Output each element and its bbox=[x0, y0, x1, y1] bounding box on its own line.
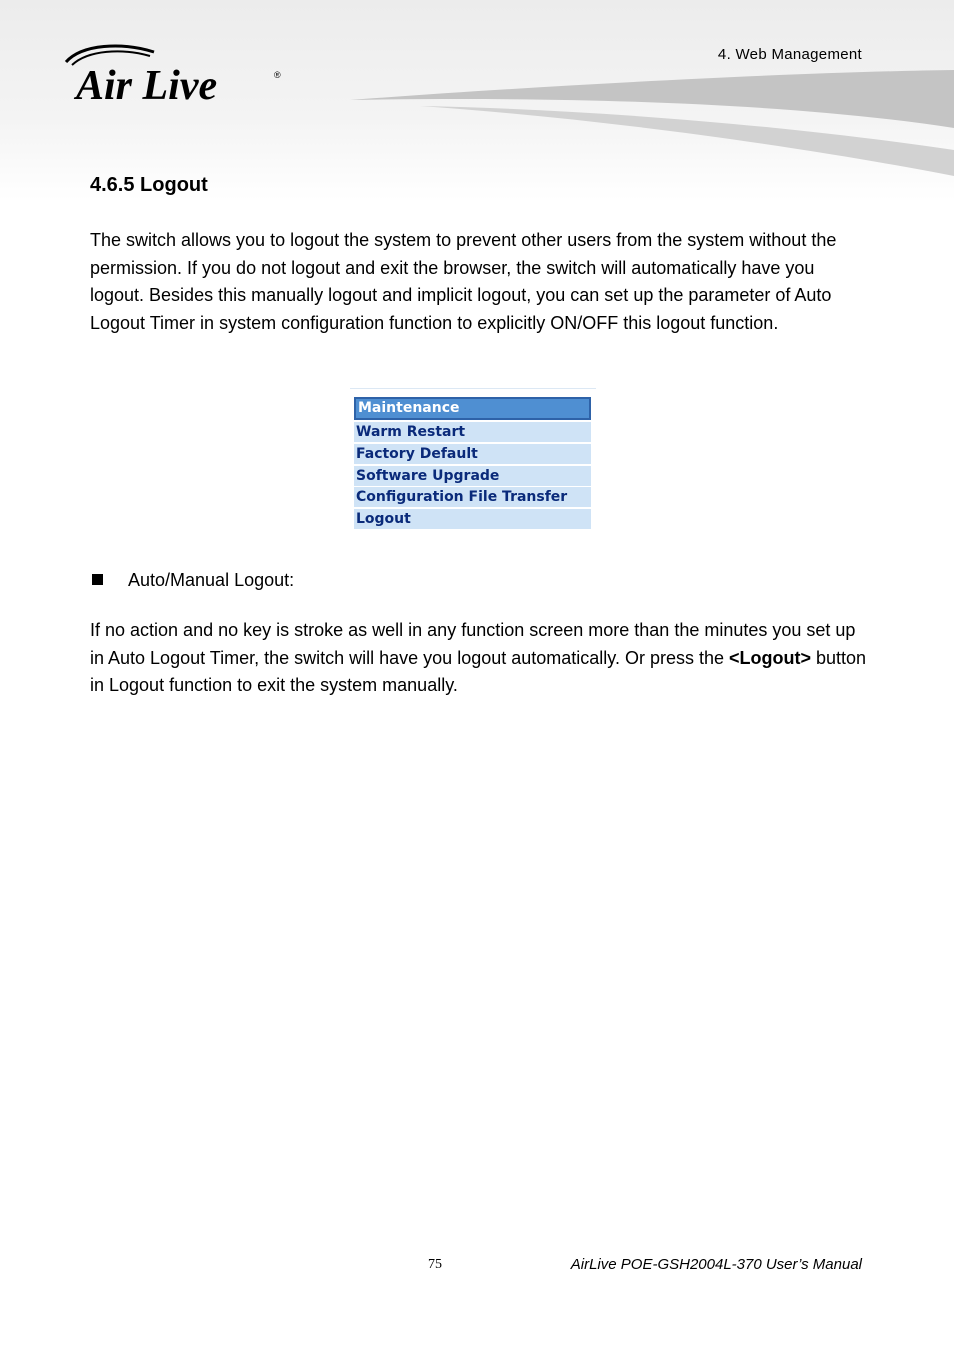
chapter-heading: 4. Web Management bbox=[717, 46, 862, 63]
menu-item-logout[interactable]: Logout bbox=[354, 509, 591, 529]
manual-title: AirLive POE-GSH2004L-370 User’s Manual bbox=[570, 1256, 862, 1273]
page-number: 75 bbox=[428, 1257, 442, 1272]
intro-paragraph: The switch allows you to logout the system to prevent other users from the system without the permission. If you do not logout and exit the browser, the switch will automatically have you logout. Besides this manually logout and implicit logout, you can set up the parameter of Auto Logout Timer in system configuration function to explicitly ON/OFF this logout function. bbox=[90, 230, 837, 333]
menu-item-configuration-file-transfer[interactable]: Configuration File Transfer bbox=[354, 487, 591, 507]
section-title: 4.6.5 Logout bbox=[90, 174, 208, 196]
bullet-item bbox=[92, 570, 294, 591]
menu-item-factory-default[interactable]: Factory Default bbox=[354, 444, 591, 464]
logout-description-paragraph bbox=[90, 617, 870, 700]
menu-item-software-upgrade[interactable]: Software Upgrade bbox=[354, 466, 591, 486]
logout-button-reference: <Logout> bbox=[729, 647, 811, 668]
menu-item-warm-restart[interactable]: Warm Restart bbox=[354, 422, 591, 442]
airlive-logo-text: Air Live bbox=[76, 63, 218, 109]
registered-mark: ® bbox=[274, 70, 281, 80]
square-bullet-icon bbox=[92, 574, 103, 585]
bullet-label: Auto/Manual Logout: bbox=[128, 570, 295, 590]
maintenance-menu-screenshot bbox=[350, 388, 596, 535]
menu-header-maintenance[interactable]: Maintenance bbox=[354, 397, 591, 420]
description-text-start: If no action and no key is stroke as well in any function screen more than the minutes you set up in Auto Logout Timer, the switch will have you logout automatically. Or press the bbox=[90, 620, 856, 668]
description-text-end: button in Logout function to exit the system manually. bbox=[90, 647, 867, 695]
